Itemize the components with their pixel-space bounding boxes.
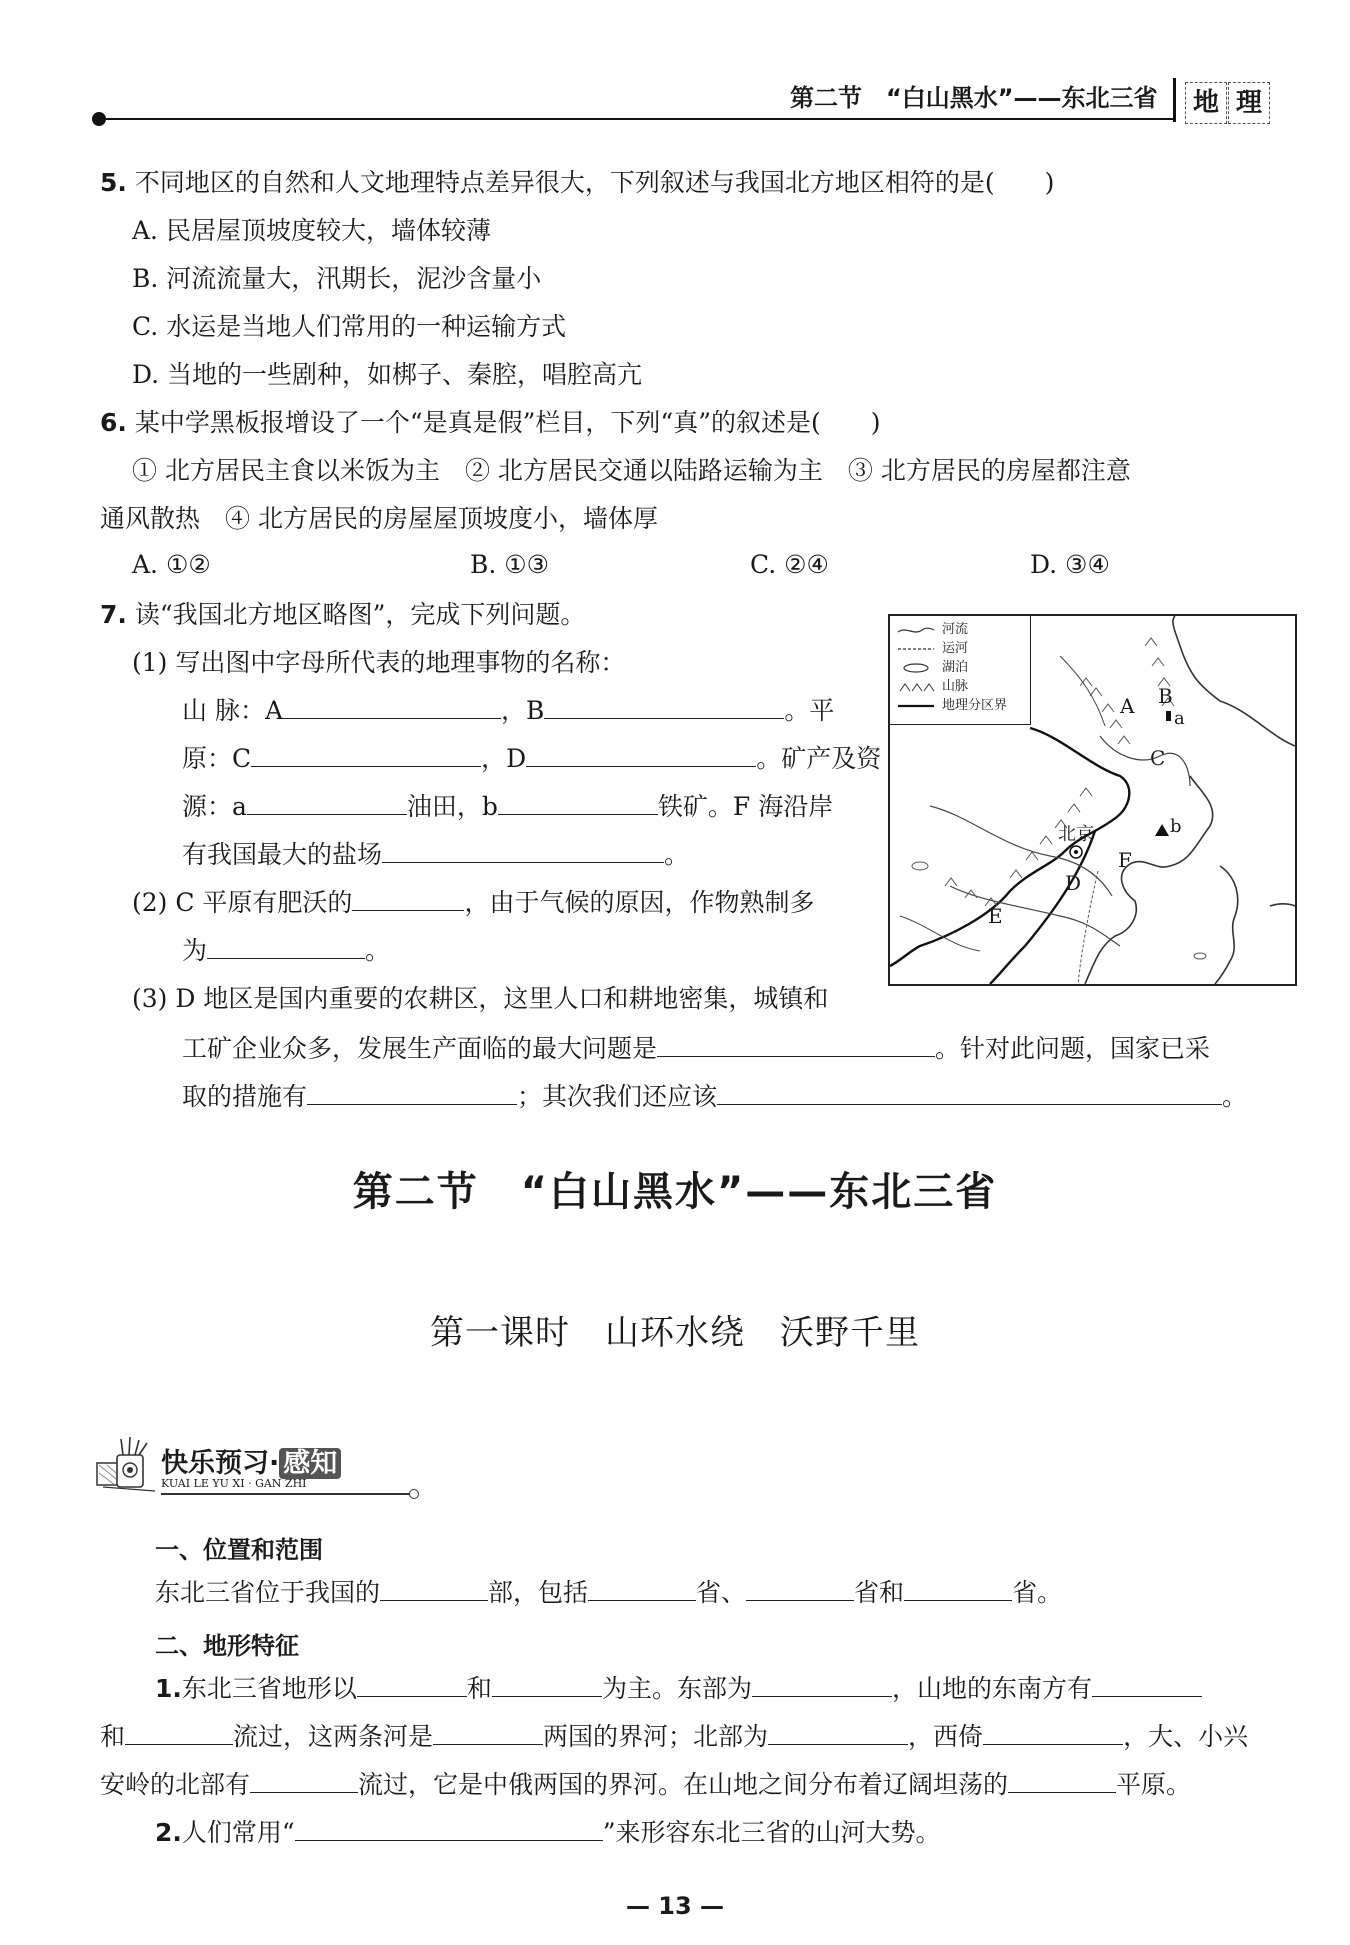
- answer-blank-north-mountain[interactable]: [768, 1722, 908, 1745]
- question-7-number: 7.: [100, 600, 127, 629]
- question-5-option-a[interactable]: A. 民居屋顶坡度较大，墙体较薄: [132, 216, 491, 245]
- label-sino-russia: 流过，它是中俄两国的界河。在山地之间分布着辽阔坦荡的: [358, 1770, 1009, 1799]
- map-label-iron-b: b: [1170, 816, 1182, 837]
- label-and: 和: [466, 1674, 492, 1703]
- question-6-stem: [100, 408, 881, 438]
- map-label-oilfield-a: a: [1174, 708, 1185, 729]
- label-resource-b: 油田，b: [406, 792, 498, 821]
- part-2-heading: 二、地形特征: [155, 1632, 299, 1660]
- answer-blank-biggest-problem[interactable]: [657, 1034, 935, 1057]
- map-label-f: F: [1118, 848, 1132, 872]
- legend-lake-label: 湖泊: [942, 660, 969, 675]
- label-north-of: 安岭的北部有: [100, 1770, 251, 1799]
- label-and-2: 和: [100, 1722, 126, 1751]
- question-6-option-a[interactable]: A. ①②: [132, 550, 211, 579]
- answer-blank-river-2[interactable]: [125, 1722, 233, 1745]
- badge-underline: [161, 1493, 411, 1495]
- legend-row-lake: [896, 660, 968, 676]
- question-5-option-d[interactable]: D. 当地的一些剧种，如梆子、秦腔，唱腔高亢: [132, 360, 643, 389]
- map-label-c: C: [1150, 746, 1166, 770]
- legend-canal-label: 运河: [942, 641, 969, 656]
- answer-blank-plain-c[interactable]: [251, 744, 481, 767]
- label-landscape: ”来形容东北三省的山河大势。: [602, 1818, 941, 1847]
- map-label-d: D: [1065, 871, 1082, 895]
- river-symbol-icon: [896, 624, 936, 636]
- label-period-2: 。: [365, 936, 391, 965]
- lesson-title: 第一课时 山环水绕 沃野千里: [430, 1313, 920, 1353]
- header-rule: [98, 118, 1173, 120]
- label-plain-c: 原：C: [182, 744, 252, 773]
- label-period-3: 。: [1222, 1082, 1248, 1111]
- part-2-q1-line-3: [100, 1770, 1191, 1800]
- label-fertile: (2) C 平原有肥沃的: [132, 888, 353, 917]
- answer-blank-mountain-a[interactable]: [283, 696, 501, 719]
- answer-blank-heilong-river[interactable]: [250, 1770, 358, 1793]
- legend-row-boundary: [896, 698, 1007, 714]
- question-7-part-1-line-4: [182, 840, 689, 870]
- question-7-part-3-line-3: [182, 1082, 1247, 1112]
- label-mineral-start: 。矿产及资: [756, 744, 882, 773]
- question-6-text: 某中学黑板报增设了一个“是真是假”栏目，下列“真”的叙述是( ): [134, 408, 881, 437]
- answer-blank-direction[interactable]: [380, 1578, 488, 1601]
- badge-highlight-text: 感知: [279, 1448, 341, 1479]
- part-1-line-1: [155, 1578, 1062, 1608]
- lake-symbol-icon: [896, 662, 936, 674]
- label-biggest-problem: 工矿企业众多，发展生产面临的最大问题是: [182, 1034, 658, 1063]
- answer-blank-salt-field[interactable]: [382, 840, 664, 863]
- legend-row-canal: [896, 641, 968, 657]
- legend-row-river: [896, 622, 968, 638]
- question-6-statements-line-2: 通风散热 ④ 北方居民的房屋屋顶坡度小，墙体厚: [100, 504, 658, 533]
- question-5-text: 不同地区的自然和人文地理特点差异很大，下列叙述与我国北方地区相符的是( ): [134, 168, 1055, 197]
- page-number: — 13 —: [625, 1892, 725, 1920]
- map-legend: [890, 616, 1031, 725]
- question-6-number: 6.: [100, 408, 127, 437]
- label-province-end: 省。: [1012, 1578, 1063, 1607]
- answer-blank-terrain-2[interactable]: [492, 1674, 602, 1697]
- answer-blank-mountain-b[interactable]: [544, 696, 784, 719]
- label-east: 为主。东部为: [601, 1674, 752, 1703]
- question-7-part-1-line-3: [182, 792, 833, 822]
- section-title: 第二节 “白山黑水”——东北三省: [352, 1169, 998, 1215]
- badge-pinyin: KUAI LE YU XI · GAN ZHI: [161, 1477, 307, 1490]
- answer-blank-river-1[interactable]: [1092, 1674, 1202, 1697]
- label-province-sep-1: 省、: [696, 1578, 747, 1607]
- map-label-beijing: 北京: [1058, 824, 1094, 845]
- header-subject-char-2: 理: [1228, 82, 1270, 124]
- legend-boundary-label: 地理分区界: [942, 698, 1008, 713]
- part-2-q1-line-2: [100, 1722, 1248, 1752]
- answer-blank-plain[interactable]: [1008, 1770, 1116, 1793]
- question-5-option-b[interactable]: B. 河流流量大，汛期长，泥沙含量小: [132, 264, 542, 293]
- label-north: 两国的界河；北部为: [543, 1722, 769, 1751]
- label-salt-field: 有我国最大的盐场: [182, 840, 383, 869]
- part-2-q2-number: 2.: [155, 1818, 182, 1847]
- answer-blank-plain-d[interactable]: [526, 744, 756, 767]
- question-7-part-3-line-2: [182, 1034, 1210, 1064]
- badge-title: [161, 1441, 341, 1480]
- label-province-sep-2: 省和: [854, 1578, 905, 1607]
- answer-blank-countries[interactable]: [433, 1722, 543, 1745]
- legend-row-mountain: [896, 679, 968, 695]
- label-border-river: 流过，这两条河是: [233, 1722, 434, 1751]
- label-mountain-a: 山 脉：A: [182, 696, 284, 725]
- label-resource-a: 源：a: [182, 792, 247, 821]
- answer-blank-province-2[interactable]: [746, 1578, 854, 1601]
- label-sea-f: 铁矿。F 海沿岸: [657, 792, 834, 821]
- label-describe: 人们常用“: [181, 1818, 295, 1847]
- answer-blank-east-mountain[interactable]: [752, 1674, 892, 1697]
- question-7-stem: [100, 600, 585, 630]
- answer-blank-should[interactable]: [717, 1082, 1222, 1105]
- label-measures: 取的措施有: [182, 1082, 308, 1111]
- map-label-e: E: [988, 904, 1003, 928]
- answer-blank-measures[interactable]: [307, 1082, 517, 1105]
- header-subject-char-1: 地: [1185, 82, 1227, 124]
- map-label-b: B: [1158, 684, 1173, 708]
- answer-blank-terrain-1[interactable]: [357, 1674, 467, 1697]
- label-xingan: ，大、小兴: [1123, 1722, 1249, 1751]
- label-mountain-b: ，B: [501, 696, 545, 725]
- label-plain: 平原。: [1116, 1770, 1192, 1799]
- label-location: 东北三省位于我国的: [155, 1578, 381, 1607]
- answer-blank-phrase[interactable]: [295, 1818, 603, 1841]
- question-6-option-d[interactable]: D. ③④: [1030, 550, 1110, 579]
- answer-blank-west-mountain[interactable]: [983, 1722, 1123, 1745]
- part-2-q1-line-1: [155, 1674, 1202, 1704]
- badge-underline-dot: [409, 1489, 419, 1499]
- question-7-part-2-line-1: [132, 888, 814, 918]
- map-label-a: A: [1120, 694, 1135, 718]
- question-7-part-1-intro: (1) 写出图中字母所代表的地理事物的名称：: [132, 648, 626, 677]
- header-section-title: 第二节 “白山黑水”——东北三省: [790, 84, 1158, 112]
- answer-blank-resource-a[interactable]: [247, 792, 407, 815]
- answer-blank-province-3[interactable]: [904, 1578, 1012, 1601]
- question-7-part-1-line-2: [182, 744, 881, 774]
- legend-river-label: 河流: [942, 622, 969, 637]
- question-7-part-3-line-1: (3) D 地区是国内重要的农耕区，这里人口和耕地密集，城镇和: [132, 984, 829, 1013]
- part-2-q2-line: [155, 1818, 940, 1848]
- boundary-symbol-icon: [896, 700, 936, 712]
- answer-blank-province-1[interactable]: [588, 1578, 696, 1601]
- question-6-option-b[interactable]: B. ①③: [470, 550, 550, 579]
- answer-blank-resource-b[interactable]: [498, 792, 658, 815]
- label-west: ，西倚: [908, 1722, 984, 1751]
- question-7-part-2-line-2: [182, 936, 390, 966]
- canal-symbol-icon: [896, 643, 936, 655]
- legend-mountain-label: 山脉: [942, 679, 969, 694]
- label-southeast: ，山地的东南方有: [891, 1674, 1092, 1703]
- question-5-number: 5.: [100, 168, 127, 197]
- label-terrain: 东北三省地形以: [181, 1674, 357, 1703]
- label-should: ；其次我们还应该: [517, 1082, 718, 1111]
- question-7-part-1-line-1: [182, 696, 834, 726]
- label-measures-start: 。针对此问题，国家已采: [935, 1034, 1211, 1063]
- question-5-stem: [100, 168, 1054, 198]
- question-6-option-c[interactable]: C. ②④: [750, 550, 829, 579]
- part-2-q1-number: 1.: [155, 1674, 182, 1703]
- north-china-map: [888, 614, 1297, 986]
- header-divider: [1173, 78, 1176, 122]
- part-1-heading: 一、位置和范围: [155, 1536, 323, 1564]
- mountain-symbol-icon: [896, 681, 936, 693]
- question-7-text: 读“我国北方地区略图”，完成下列问题。: [134, 600, 586, 629]
- answer-blank-fertile-soil[interactable]: [352, 888, 464, 911]
- label-include: 部，包括: [488, 1578, 589, 1607]
- label-plain-d: ，D: [481, 744, 527, 773]
- question-5-option-c[interactable]: C. 水运是当地人们常用的一种运输方式: [132, 312, 567, 341]
- label-climate: ，由于气候的原因，作物熟制多: [464, 888, 815, 917]
- label-period: 。: [664, 840, 690, 869]
- label-plain-start: 。平: [784, 696, 835, 725]
- label-wei: 为: [182, 936, 208, 965]
- answer-blank-crop-cycle[interactable]: [207, 936, 365, 959]
- pencil-cup-icon: [95, 1435, 161, 1495]
- badge-main-text: 快乐预习·: [161, 1448, 280, 1479]
- question-6-statements-line-1: ① 北方居民主食以米饭为主 ② 北方居民交通以陆路运输为主 ③ 北方居民的房屋都注意: [132, 456, 1131, 485]
